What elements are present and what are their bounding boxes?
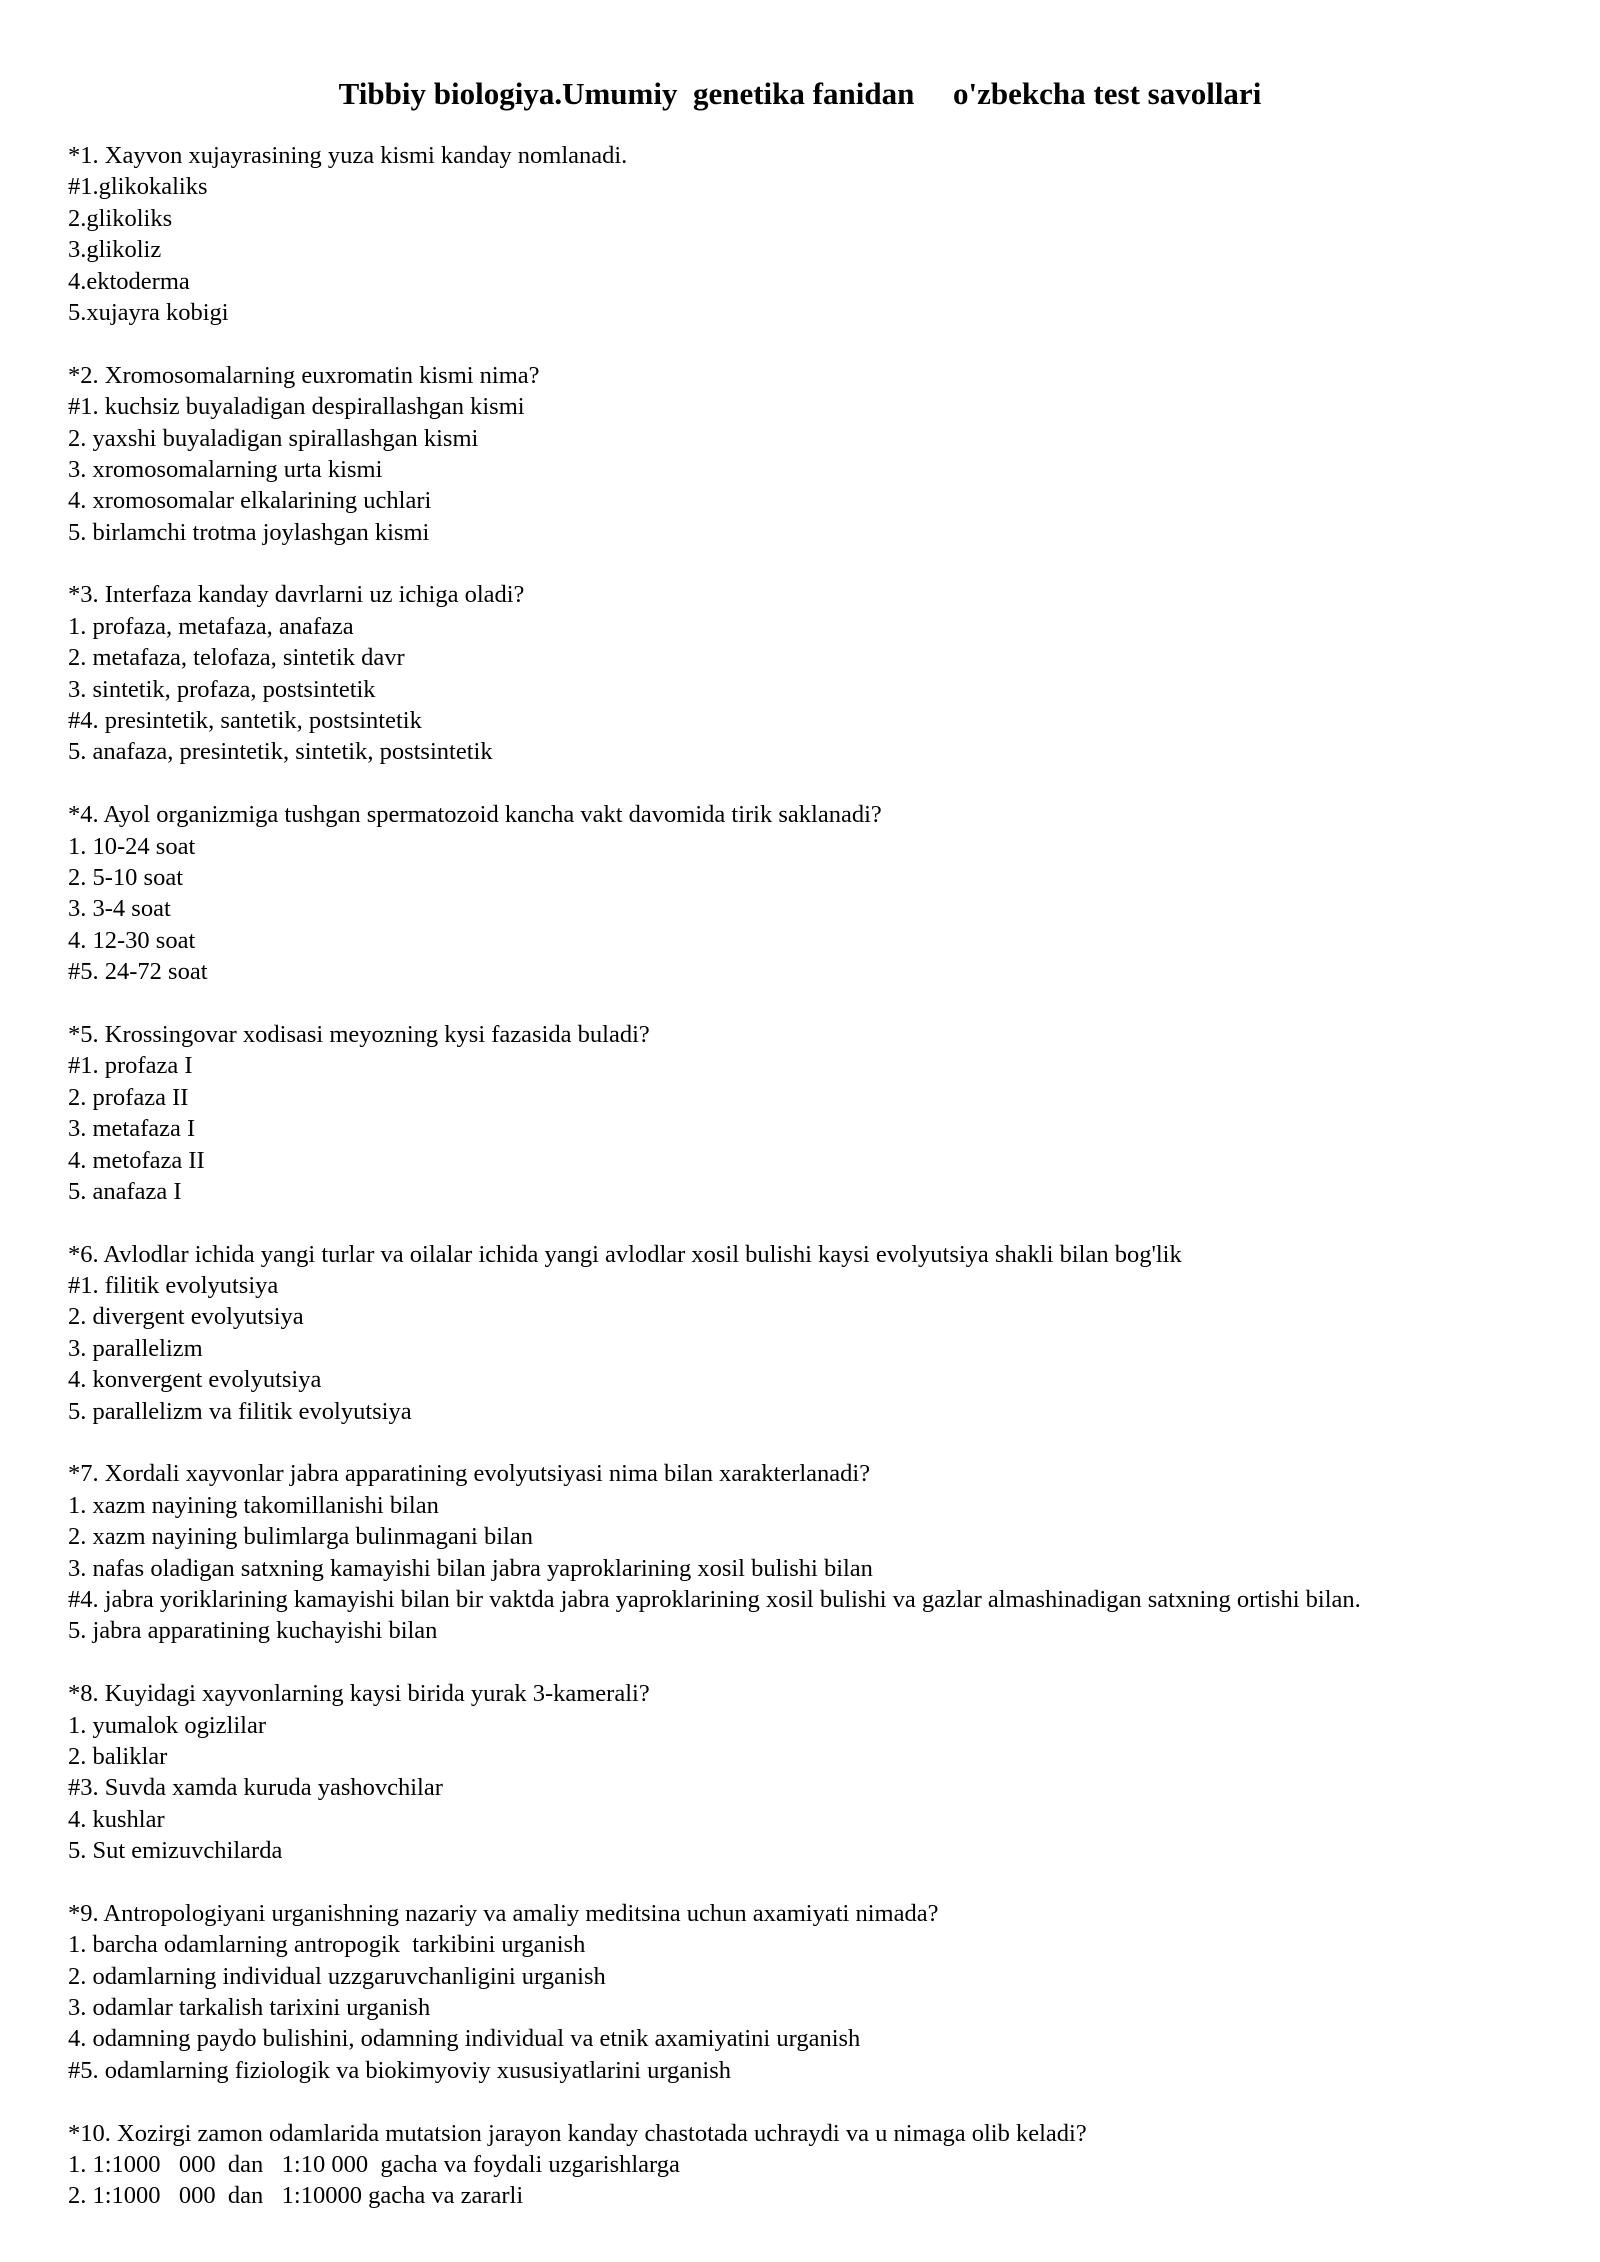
answer-option: 3.glikoliz: [68, 236, 162, 264]
answer-option: 5. Sut emizuvchilarda: [68, 1837, 283, 1865]
answer-option: 1. profaza, metafaza, anafaza: [68, 612, 354, 640]
answer-option: 2. odamlarning individual uzzgaruvchanligini urganish: [68, 1962, 606, 1990]
answer-option: 2.glikoliks: [68, 204, 173, 232]
answer-option: #5. odamlarning fiziologik va biokimyoviy xususiyatlarini urganish: [68, 2056, 732, 2084]
answer-option: 2. 5-10 soat: [68, 863, 183, 891]
answer-option: #1. kuchsiz buyaladigan despirallashgan kismi: [68, 393, 525, 421]
answer-option: 2. divergent evolyutsiya: [68, 1303, 304, 1331]
question-text: *2. Xromosomalarning euxromatin kismi nima?: [68, 361, 540, 389]
question-text: *5. Krossingovar xodisasi meyozning kysi fazasida buladi?: [68, 1020, 650, 1048]
answer-option: 2. 1:1000 000 dan 1:10000 gacha va zararli: [68, 2182, 524, 2210]
answer-option: 4. metofaza II: [68, 1146, 205, 1174]
answer-option: 1. 10-24 soat: [68, 832, 196, 860]
answer-option: 1. yumalok ogizlilar: [68, 1711, 266, 1739]
answer-option: 4. odamning paydo bulishini, odamning individual va etnik axamiyatini urganish: [68, 2025, 861, 2053]
document-title: Tibbiy biologiya.Umumiy genetika fanidan o'zbekcha test savollari: [338, 76, 1262, 111]
answer-option: 5. parallelizm va filitik evolyutsiya: [68, 1397, 412, 1425]
question-text: *3. Interfaza kanday davrlarni uz ichiga oladi?: [68, 581, 525, 609]
question-text: *10. Xozirgi zamon odamlarida mutatsion jarayon kanday chastotada uchraydi va u nimaga olib keladi?: [68, 2119, 1087, 2147]
question-6: [68, 1239, 1568, 1427]
question-3: [68, 579, 1568, 767]
answer-option: 5. jabra apparatining kuchayishi bilan: [68, 1617, 438, 1645]
question-2: [68, 360, 1568, 548]
question-1: [68, 140, 1568, 328]
answer-option: 5. anafaza I: [68, 1177, 182, 1205]
question-7: [68, 1458, 1568, 1646]
answer-option: 4. 12-30 soat: [68, 926, 196, 954]
question-text: *7. Xordali xayvonlar jabra apparatining evolyutsiyasi nima bilan xarakterlanadi?: [68, 1460, 871, 1488]
answer-option: 4. konvergent evolyutsiya: [68, 1366, 322, 1394]
question-9: [68, 1898, 1568, 2086]
answer-option: 5. anafaza, presintetik, sintetik, postsintetik: [68, 738, 493, 766]
question-text: *9. Antropologiyani urganishning nazariy va amaliy meditsina uchun axamiyati nimada?: [68, 1899, 939, 1927]
answer-option: #5. 24-72 soat: [68, 958, 208, 986]
answer-option: 3. metafaza I: [68, 1115, 196, 1143]
answer-option: 4.ektoderma: [68, 267, 190, 295]
answer-option: 1. barcha odamlarning antropogik tarkibini urganish: [68, 1931, 586, 1959]
answer-option: 5. birlamchi trotma joylashgan kismi: [68, 518, 430, 546]
answer-option: 1. 1:1000 000 dan 1:10 000 gacha va foydali uzgarishlarga: [68, 2151, 680, 2178]
question-10: [68, 2118, 1568, 2212]
question-list: [68, 140, 1568, 2243]
answer-option: #4. presintetik, santetik, postsintetik: [68, 707, 422, 735]
answer-option: #3. Suvda xamda kuruda yashovchilar: [68, 1774, 443, 1802]
answer-option: 4. xromosomalar elkalarining uchlari: [68, 487, 432, 515]
question-text: *4. Ayol organizmiga tushgan spermatozoid kancha vakt davomida tirik saklanadi?: [68, 801, 882, 829]
answer-option: #1.glikokaliks: [68, 173, 208, 201]
answer-option: 1. xazm nayining takomillanishi bilan: [68, 1491, 439, 1519]
answer-option: 2. metafaza, telofaza, sintetik davr: [68, 644, 405, 672]
answer-option: 3. 3-4 soat: [68, 895, 171, 923]
answer-option: 2. profaza II: [68, 1083, 189, 1111]
question-4: [68, 799, 1568, 987]
answer-option: 3. parallelizm: [68, 1334, 203, 1362]
answer-option: 3. odamlar tarkalish tarixini urganish: [68, 1994, 431, 2022]
answer-option: #1. profaza I: [68, 1052, 193, 1080]
question-8: [68, 1678, 1568, 1866]
question-text: *6. Avlodlar ichida yangi turlar va oilalar ichida yangi avlodlar xosil bulishi kaysi evolyutsiya shakli bilan bog'lik: [68, 1240, 1182, 1268]
answer-option: 3. nafas oladigan satxning kamayishi bilan jabra yaproklarining xosil bulishi bilan: [68, 1554, 873, 1582]
answer-option: 5.xujayra kobigi: [68, 298, 229, 326]
answer-option: 3. sintetik, profaza, postsintetik: [68, 675, 376, 703]
answer-option: 2. xazm nayining bulimlarga bulinmagani bilan: [68, 1523, 533, 1551]
answer-option: 2. baliklar: [68, 1742, 168, 1770]
question-text: *8. Kuyidagi xayvonlarning kaysi birida yurak 3-kamerali?: [68, 1680, 650, 1708]
answer-option: #1. filitik evolyutsiya: [68, 1272, 279, 1300]
answer-option: 4. kushlar: [68, 1805, 165, 1833]
answer-option: 2. yaxshi buyaladigan spirallashgan kismi: [68, 424, 479, 452]
answer-option: #4. jabra yoriklarining kamayishi bilan bir vaktda jabra yaproklarining xosil bulishi va gazlar almashinadigan satxning ortishi bilan.: [68, 1585, 1361, 1613]
question-text: *1. Xayvon xujayrasining yuza kismi kanday nomlanadi.: [68, 142, 628, 169]
answer-option: 3. xromosomalarning urta kismi: [68, 455, 383, 483]
question-5: [68, 1019, 1568, 1207]
